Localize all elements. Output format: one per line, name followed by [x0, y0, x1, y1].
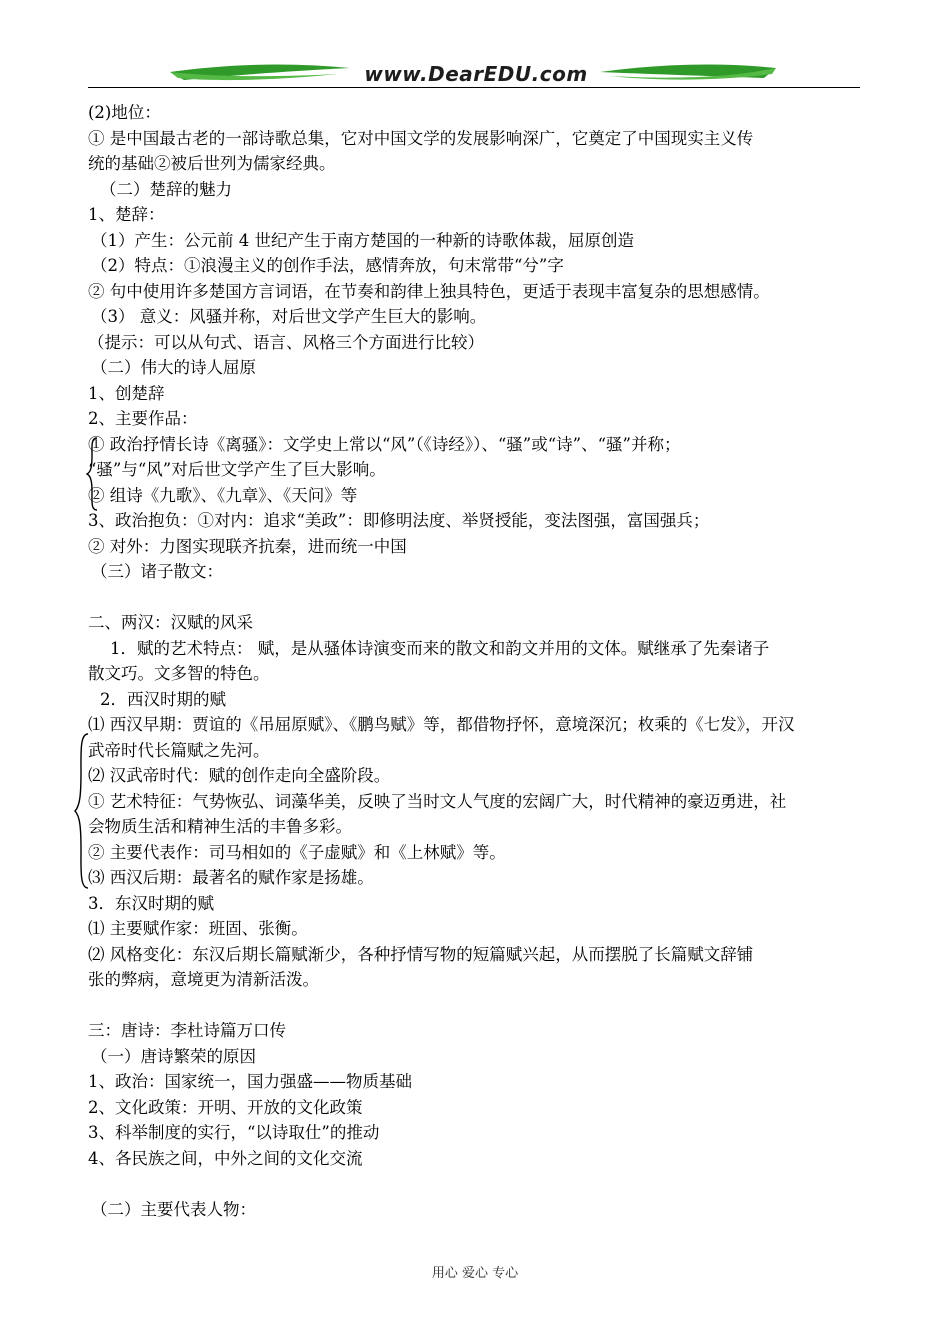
- text-line: ⑴ 西汉早期：贾谊的《吊屈原赋》、《鹏鸟赋》等，都借物抒怀，意境深沉；枚乘的《七发》，开汉: [88, 715, 795, 734]
- section-heading: （二）伟大的诗人屈原: [91, 358, 256, 377]
- text-line: 会物质生活和精神生活的丰鲁多彩。: [88, 817, 352, 836]
- site-logo-text: www.DearEDU.com: [364, 62, 588, 86]
- text-line: 3、政治抱负：①对内：追求“美政”：即修明法度、举贤授能，变法图强，富国强兵；: [88, 511, 710, 530]
- text-line: 1、楚辞：: [88, 205, 165, 224]
- text-line: 2、文化政策：开明、开放的文化政策: [88, 1097, 363, 1117]
- text-line: 1、政治：国家统一，国力强盛——物质基础: [88, 1072, 412, 1091]
- text-line: ⑴ 主要赋作家：班固、张衡。: [88, 919, 308, 938]
- text-line: ⑵ 汉武帝时代：赋的创作走向全盛阶段。: [88, 766, 391, 785]
- text-line: ② 句中使用许多楚国方言词语，在节奏和韵律上独具特色，更适于表现丰富复杂的思想感情。: [88, 281, 770, 301]
- text-line: 统的基础②被后世列为儒家经典。: [88, 154, 336, 173]
- text-line: ⑵ 风格变化：东汉后期长篇赋渐少，各种抒情写物的短篇赋兴起，从而摆脱了长篇赋文辞铺: [88, 944, 754, 964]
- text-line: ② 组诗《九歌》、《九章》、《天问》等: [88, 485, 358, 505]
- text-line: ① 是中国最古老的一部诗歌总集，它对中国文学的发展影响深广，它奠定了中国现实主义传: [88, 128, 754, 148]
- section-heading: （一）唐诗繁荣的原因: [91, 1046, 256, 1066]
- text-line: ② 主要代表作：司马相如的《子虚赋》和《上林赋》等。: [88, 842, 506, 862]
- text-line: 2．西汉时期的赋: [100, 689, 226, 709]
- curly-brace-small: [86, 436, 100, 512]
- text-line: 3、科举制度的实行，“以诗取仕”的推动: [88, 1123, 380, 1142]
- text-line: ① 政治抒情长诗《离骚》：文学史上常以“风”（《诗经》）、“骚”或“诗”、“骚”并称；: [88, 434, 681, 454]
- text-line: ② 对外：力图实现联齐抗秦，进而统一中国: [88, 536, 407, 556]
- header-rule: [88, 87, 860, 88]
- text-line: 4、各民族之间，中外之间的文化交流: [88, 1148, 363, 1168]
- text-line: (2)地位：: [88, 103, 161, 122]
- document-body: [88, 100, 863, 1222]
- text-line: 武帝时代长篇赋之先河。: [88, 740, 270, 760]
- blank-line: [88, 1171, 863, 1197]
- text-line: 1、创楚辞: [88, 383, 165, 403]
- text-line: （2）特点：①浪漫主义的创作手法，感情奔放，句末常带“兮”字: [91, 256, 564, 275]
- text-line: ① 艺术特征：气势恢弘、词藻华美，反映了当时文人气度的宏阔广大，时代精神的豪迈勇进，社: [88, 791, 787, 811]
- section-heading: （二）主要代表人物：: [91, 1199, 256, 1219]
- text-line: 1．赋的艺术特点： 赋，是从骚体诗演变而来的散文和韵文并用的文体。赋继承了先秦诸子: [110, 638, 770, 658]
- text-line: 2、主要作品：: [88, 409, 198, 428]
- section-heading: 二、两汉：汉赋的风采: [88, 613, 253, 632]
- text-line: 散文巧。文多智的特色。: [88, 664, 270, 683]
- text-line: （1）产生：公元前 4 世纪产生于南方楚国的一种新的诗歌体裁，屈原创造: [91, 230, 634, 250]
- text-line: ⑶ 西汉后期：最著名的赋作家是扬雄。: [88, 868, 374, 887]
- section-heading: 三：唐诗：李杜诗篇万口传: [88, 1021, 286, 1040]
- page-header: [88, 58, 860, 92]
- section-heading: （二）楚辞的魅力: [100, 179, 232, 199]
- section-heading: （三）诸子散文：: [91, 562, 223, 581]
- text-line: （3） 意义：风骚并称，对后世文学产生巨大的影响。: [91, 307, 487, 326]
- text-line: “骚”与“风”对后世文学产生了巨大影响。: [88, 460, 386, 479]
- page-footer: 用心 爱心 专心: [431, 1266, 519, 1281]
- text-line: （提示：可以从句式、语言、风格三个方面进行比较）: [88, 332, 484, 352]
- blank-line: [88, 993, 863, 1019]
- curly-brace-large: [74, 732, 90, 890]
- text-line: 张的弊病，意境更为清新活泼。: [88, 970, 319, 989]
- text-line: 3．东汉时期的赋: [88, 893, 214, 913]
- blank-line: [88, 585, 863, 611]
